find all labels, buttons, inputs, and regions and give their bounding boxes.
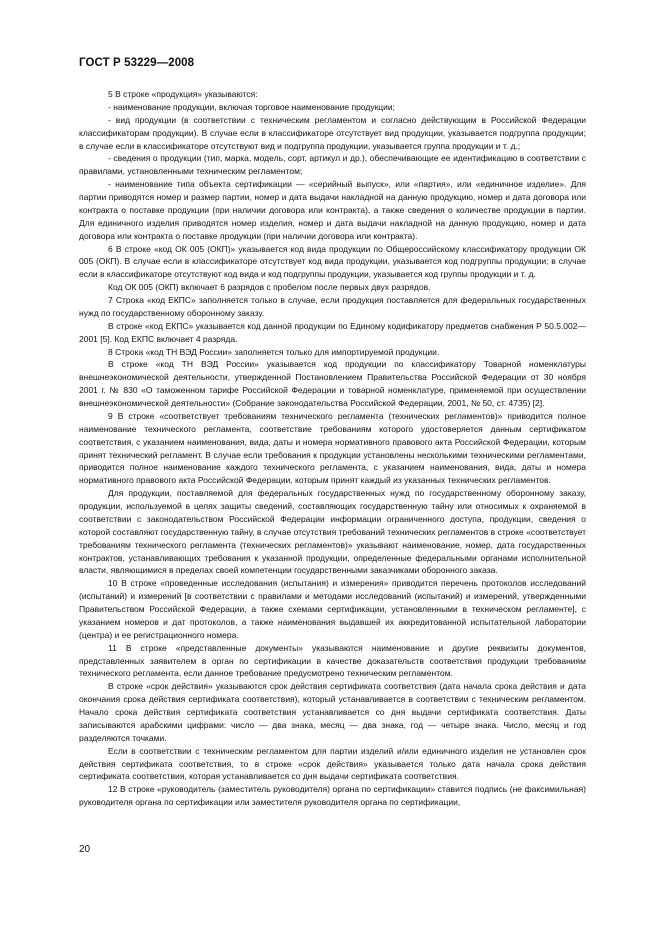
paragraph: 5 В строке «продукция» указываются: [108,89,258,99]
paragraph: - сведения о продукции (тип, марка, модель, сорт, артикул и др.), обеспечивающие ее идентификацию в соответствии с правилами, установленными техническим регламентом; [79,153,586,177]
paragraph: 7 Строка «код ЕКПС» заполняется только в случае, если продукция поставляется для федеральных государственных нужд по государственному оборонному заказу. [79,295,586,318]
paragraph: - наименование типа объекта сертификации — «серийный выпуск», или «партия», или «единичное изделие». Для партии приводятся номер и размер партии, номер и дата выдачи накладной на данную продукцию, номер и дата договора или контракта о поставке продукции (при наличии договора или контракта), а также сведения о количестве продукции в партии. Для единичного изделия приводятся номер изделия, номер и дата выдачи накладной на данную продукцию, номер и дата договора или контракта о поставке продукции (при наличии договора или контракта). [79,179,586,241]
paragraph: Для продукции, поставляемой для федеральных государственных нужд по государственному оборонному заказу, продукции, используемой в целях защиты сведений, составляющих государственную тайну или относимых к охраняемой в соответствии с законодательством Российской Федерации информации ограниченного доступа, продукции, сведения о которой составляют государственную тайну, в случае отсутствия требований технических регламентов в строке «соответствует требованиям технического регламента (технических регламентов)» указывают наименование, номер, дата государственных контрактов, устанавливающих требования к указанной продукции, определенные федеральными органами исполнительной власти, являющимися в пределах своей компетенции государственными заказчиками оборонного заказа. [79,488,586,576]
page-number: 20 [79,844,91,855]
paragraph: - вид продукции (в соответствии с техническим регламентом и согласно действующим в Российской Федерации классификаторам продукции). В случае если в классификаторе отсутствует вид продукции, указывается подгруппа продукции; в случае если в классификаторе отсутствуют вид и подгруппа продукции, указывается группа продукции и т. д.; [79,114,586,151]
paragraph: 10 В строке «проведенные исследования (испытания) и измерения» приводится перечень протоколов исследований (испытаний) и измерений [в соответствии с правилами и методами исследований (испытаний) и измерений, утвержденными Правительством Российской Федерации, а также схемами сертификации, установленными в техническом регламенте], с указанием номеров и дат протоколов, а также наименования выдавшей их аккредитованной испытательной лаборатории (центра) и ее регистрационного номера. [79,578,586,640]
paragraph: В строке «код ТН ВЭД России» указывается код продукции по классификатору Товарной номенклатуры внешнеэкономической деятельности, утвержденной Постановлением Правительства Российской Федерации от 30 ноября 2001 г. № 830 «О таможенном тарифе Российской Федерации и товарной номенклатуре, применяемой при осуществлении внешнеэкономической деятельности» (Собрание законодательства Российской Федерации, 2001, № 50, ст. 4735) [2]. [79,359,586,408]
paragraph: 6 В строке «код ОК 005 (ОКП)» указывается код вида продукции по Общероссийскому классификатору продукции ОК 005 (ОКП). В случае если в классификаторе отсутствует код вида продукции, указывается код подгруппы продукции; в случае если в классификаторе отсутствуют код вида и код подгруппы продукции, указывается код группы продукции и т. д. [79,243,586,280]
paragraph: 8 Строка «код ТН ВЭД России» заполняется только для импортируемой продукции. [108,346,440,357]
document-body [79,88,586,809]
paragraph: 12 В строке «руководитель (заместитель руководителя) органа по сертификации» ставится подпись (не факсимильная) руководителя органа по сертификации или заместителя руководителя органа по сертификации, [79,784,586,808]
paragraph: 11 В строке «представленные документы» указываются наименование и другие реквизиты документов, представленных заявителем в орган по сертификации в качестве доказательств соответствия продукции требованиям технического регламента, если данное требование предусмотрено техническим регламентом. [79,642,586,679]
paragraph: - наименование продукции, включая торговое наименование продукции; [108,101,396,112]
paragraph: В строке «код ЕКПС» указывается код данной продукции по Единому кодификатору предметов снабжения Р 50.5.002—2001 [5]. Код ЕКПС включает 4 разряда. [79,320,586,344]
paragraph: В строке «срок действия» указываются срок действия сертификата соответствия (дата начала срока действия и дата окончания срока действия сертификата соответствия), который устанавливается в соответствии с техническим регламентом. Начало срока действия сертификата соответствия устанавливается со дня выдачи сертификата соответствия. Даты записываются арабскими цифрами: число — два знака, месяц — два знака, год — четыре знака. Число, месяц и год разделяются точками. [79,681,586,743]
document-header: ГОСТ Р 53229—2008 [79,57,195,69]
paragraph: Код ОК 005 (ОКП) включает 6 разрядов с пробелом после первых двух разрядов. [108,282,431,293]
paragraph: 9 В строке «соответствует требованиям технического регламента (технических регламентов)» приводится полное наименование технического регламента, соответствие требованиям которого удостоверяется данным сертификатом соответствия, с указанием наименования, вида, даты и номера нормативного правового акта Российской Федерации, которым принят технический регламент. В случае если требования к продукции установлены несколькими техническими регламентами, приводится полное наименование каждого технического регламента, с указанием наименования, вида, даты и номера нормативного правового акта Российской Федерации, которым принят каждый из указанных технических регламентов. [79,410,586,486]
paragraph: Если в соответствии с техническим регламентом для партии изделий и/или единичного изделия не установлен срок действия сертификата соответствия, то в строке «срок действия» указывается только дата начала срока действия сертификата соответствия, которая устанавливается со дня выдачи сертификата соответствия. [79,745,586,782]
